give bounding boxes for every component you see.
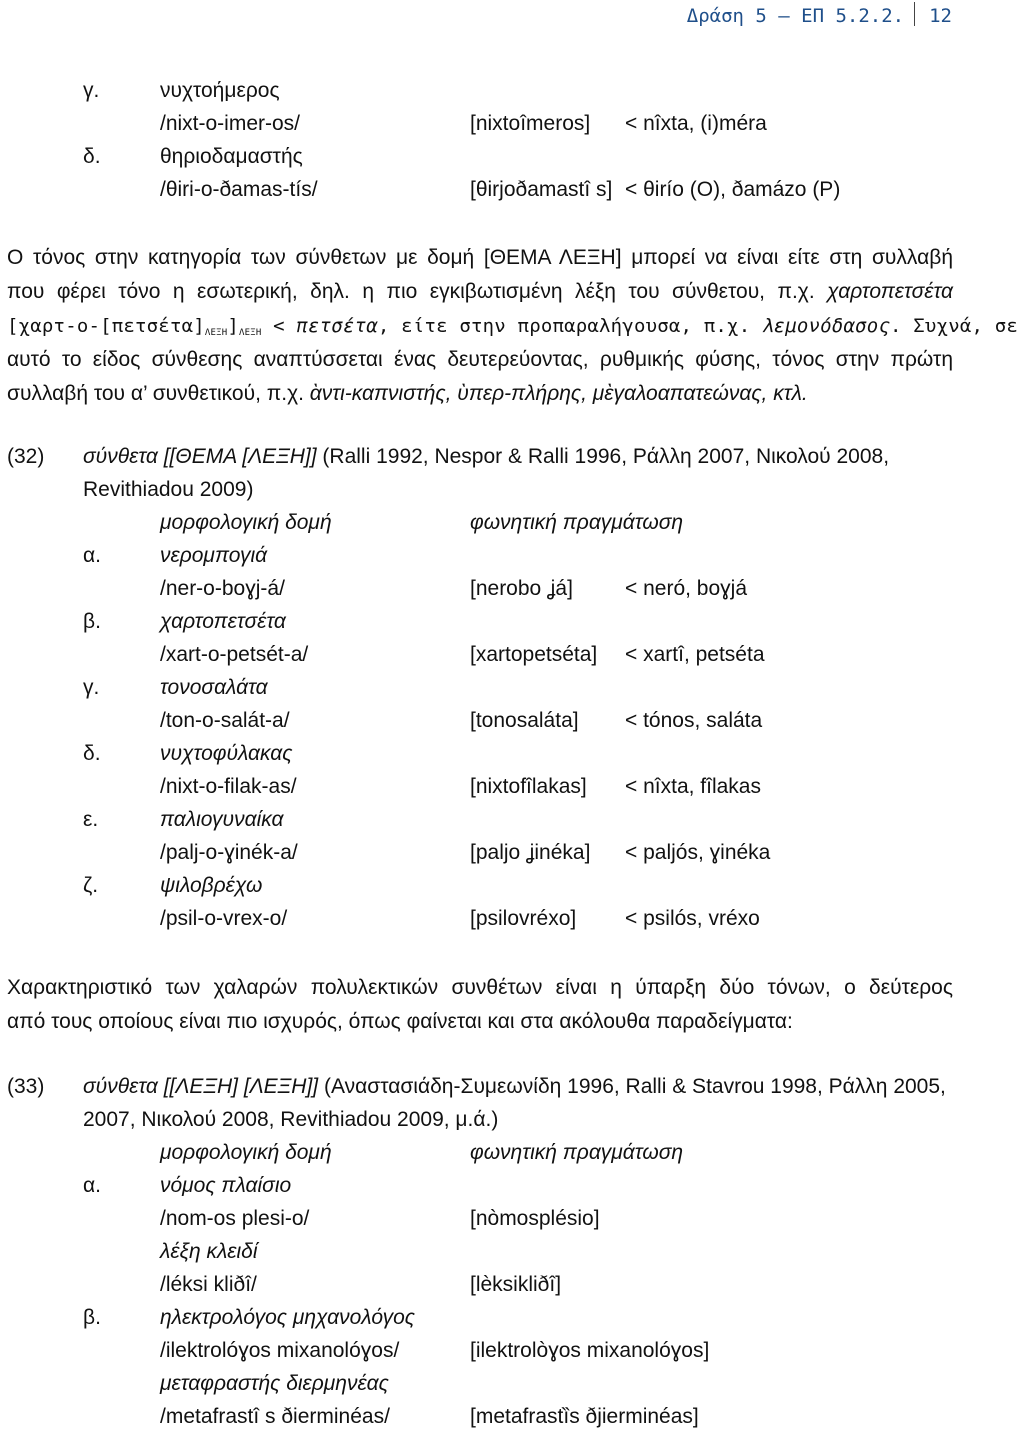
item-word: μεταφραστής διερμηνέας — [160, 1372, 389, 1395]
item-morph: /metafrastî s ðierminéas/ — [160, 1405, 390, 1428]
intro-refs: (Ralli 1992, Nespor & Ralli 1996, Ράλλη 2007, Νικολού 2008, — [316, 445, 890, 468]
example-word: λεμονόδασος — [761, 315, 891, 337]
item-label: β. — [83, 610, 101, 633]
item-phon: [paljo ʝinéka] — [470, 841, 591, 864]
item-morph: /nixt-o-imer-os/ — [160, 112, 301, 135]
example-32-form-row — [0, 573, 960, 605]
text: ] — [227, 315, 239, 337]
page-header — [687, 2, 952, 27]
item-phon: [nerobo ʝá] — [470, 577, 573, 600]
example-33-word-row — [0, 1368, 960, 1400]
example-33-word-row — [0, 1236, 960, 1268]
item-morph: /xart-o-petsét-a/ — [160, 643, 309, 666]
text: [χαρτ-ο-[πετσέτα] — [7, 315, 205, 337]
example-33-word-row — [0, 1302, 960, 1334]
item-source: < neró, boɣjá — [625, 577, 748, 600]
example-33-intro — [0, 1071, 960, 1103]
paragraph-1-line-5 — [7, 377, 953, 411]
item-morph: /θiri-o-ðamas-tís/ — [160, 178, 318, 201]
item-phon: [lèksikliðî] — [470, 1273, 562, 1296]
column-header-phon: φωνητική πραγμάτωση — [470, 1141, 684, 1164]
item-phon: [nixtofîlakas] — [470, 775, 587, 798]
item-phon: [tonosaláta] — [470, 709, 579, 732]
item-morph: /psil-o-vrex-o/ — [160, 907, 288, 930]
text: συλλαβή του α’ συνθετικού, π.χ. — [7, 382, 310, 405]
item-source: < xartî, petséta — [625, 643, 765, 666]
example-32-column-headers — [0, 507, 960, 539]
example-32-word-row — [0, 606, 960, 638]
header-divider — [914, 2, 915, 26]
item-label: ζ. — [83, 874, 99, 897]
example-32-form-row — [0, 705, 960, 737]
top-item-g-word-row — [0, 75, 960, 107]
item-source: < nîxta, fîlakas — [625, 775, 761, 798]
item-label: γ. — [83, 676, 100, 699]
example-33-intro-line-2 — [0, 1104, 960, 1136]
item-word: τονοσαλάτα — [160, 676, 268, 699]
example-32-word-row — [0, 738, 960, 770]
subscript: ΛΕΞΗ — [204, 328, 228, 338]
column-header-morph: μορφολογική δομή — [160, 511, 332, 534]
item-label: ε. — [83, 808, 99, 831]
example-word: χαρτοπετσέτα — [827, 280, 953, 303]
item-word: λέξη κλειδί — [160, 1240, 258, 1263]
item-label: α. — [83, 1174, 101, 1197]
example-32-word-row — [0, 804, 960, 836]
item-morph: /ilektrolóɣos mixanolóɣos/ — [160, 1339, 400, 1362]
item-phon: [nòmosplésio] — [470, 1207, 600, 1230]
example-32-word-row — [0, 870, 960, 902]
paragraph-1-line-1: Ο τόνος στην κατηγορία των σύνθετων με δομή [ΘΕΜΑ ΛΕΞΗ] μπορεί να είναι είτε στη συλλαβή — [7, 246, 953, 269]
intro-refs: (Αναστασιάδη-Συμεωνίδη 1996, Ralli & Stavrou 1998, Ράλλη 2005, — [318, 1075, 946, 1098]
header-title: Δράση 5 – ΕΠ 5.2.2. — [686, 5, 905, 27]
example-32-word-row — [0, 540, 960, 572]
paragraph-1-line-4: αυτό το είδος σύνθεσης αναπτύσσεται ένας δευτερεύοντας, ρυθμικής φύσης, τόνος στην πρώτη — [7, 348, 953, 371]
example-33-column-headers — [0, 1137, 960, 1169]
example-word: πετσέτα — [296, 315, 378, 337]
intro-refs: Revithiadou 2009) — [83, 478, 254, 501]
item-phon: [metafrastȉs ðjierminéas] — [470, 1405, 699, 1428]
top-item-g-form-row — [0, 108, 960, 140]
item-label: α. — [83, 544, 101, 567]
item-morph: /ton-o-salát-a/ — [160, 709, 290, 732]
item-label: δ. — [83, 742, 101, 765]
text: . Συχνά, σε — [890, 315, 1018, 337]
item-morph: /léksi kliðî/ — [160, 1273, 257, 1296]
top-item-d-form-row — [0, 174, 960, 206]
item-label: γ. — [83, 79, 100, 102]
example-words: ὰντι-καπνιστής, ὺπερ-πλήρης, μὲγαλοαπατεώνας, κτλ. — [309, 382, 808, 405]
item-word: παλιογυναίκα — [160, 808, 284, 831]
example-intro — [83, 1071, 946, 1103]
example-33-form-row — [0, 1335, 960, 1367]
item-phon: [ilektrolòɣos mixanolóɣos] — [470, 1339, 710, 1362]
item-morph: /nixt-o-filak-as/ — [160, 775, 297, 798]
item-label: β. — [83, 1306, 101, 1329]
item-word: θηριοδαμαστής — [160, 145, 303, 168]
item-source: < nîxta, (i)méra — [625, 112, 767, 135]
text: που φέρει τόνο η εσωτερική, δηλ. η πιο εγκιβωτισμένη λέξη του σύνθετου, π.χ. — [7, 280, 828, 303]
intro-title: σύνθετα [[ΛΕΞΗ] [ΛΕΞΗ]] — [83, 1075, 319, 1098]
text: , είτε στην προπαραλήγουσα, π.χ. — [377, 315, 762, 337]
example-33-word-row — [0, 1170, 960, 1202]
item-morph: /palj-o-ɣinék-a/ — [160, 841, 298, 864]
paragraph-1-line-2 — [7, 275, 953, 309]
item-word: χαρτοπετσέτα — [160, 610, 286, 633]
example-33-form-row — [0, 1269, 960, 1301]
item-source: < θirío (O), ðamázo (P) — [625, 178, 841, 201]
item-word: νόμος πλαίσιο — [160, 1174, 292, 1197]
item-word: νυχτοφύλακας — [160, 742, 293, 765]
item-phon: [nixtoîmeros] — [470, 112, 591, 135]
example-number: (33) — [7, 1075, 45, 1098]
page-number: 12 — [929, 5, 952, 27]
item-phon: [xartopetséta] — [470, 643, 598, 666]
intro-refs: 2007, Νικολού 2008, Revithiadou 2009, μ.ά.) — [83, 1108, 499, 1131]
example-32-intro — [0, 441, 960, 473]
example-33-form-row — [0, 1401, 960, 1433]
example-32-intro-line-2 — [0, 474, 960, 506]
example-33-form-row — [0, 1203, 960, 1235]
item-morph: /nom-os plesi-o/ — [160, 1207, 310, 1230]
item-phon: [θirjoðamastî s] — [470, 178, 613, 201]
example-32-form-row — [0, 771, 960, 803]
column-header-phon: φωνητική πραγμάτωση — [470, 511, 684, 534]
column-header-morph: μορφολογική δομή — [160, 1141, 332, 1164]
paragraph-2-line-2: από τους οποίους είναι πιο ισχυρός, όπως φαίνεται και στα ακόλουθα παραδείγματα: — [7, 1010, 793, 1033]
item-source: < tónos, saláta — [625, 709, 763, 732]
item-word: ψιλοβρέχω — [160, 874, 263, 897]
example-32-form-row — [0, 837, 960, 869]
example-number: (32) — [7, 445, 45, 468]
item-label: δ. — [83, 145, 101, 168]
item-phon: [psilovréxo] — [470, 907, 577, 930]
example-32-form-row — [0, 639, 960, 671]
item-word: ηλεκτρολόγος μηχανολόγος — [160, 1306, 416, 1329]
example-intro — [83, 441, 889, 473]
example-32-form-row — [0, 903, 960, 935]
item-morph: /ner-o-boɣj-á/ — [160, 577, 285, 600]
subscript: ΛΕΞΗ — [239, 328, 262, 338]
top-item-d-word-row — [0, 141, 960, 173]
paragraph-2-line-1: Χαρακτηριστικό των χαλαρών πολυλεκτικών συνθέτων είναι η ύπαρξη δύο τόνων, ο δεύτερος — [7, 976, 953, 999]
item-word: νερομπογιά — [160, 544, 268, 567]
text: < — [261, 315, 297, 337]
item-word: νυχτοήμερος — [160, 79, 280, 102]
intro-title: σύνθετα [[ΘΕΜΑ [ΛΕΞΗ]] — [83, 445, 317, 468]
example-32-word-row — [0, 672, 960, 704]
item-source: < paljós, ɣinéka — [625, 841, 771, 864]
item-source: < psilós, vréxo — [625, 907, 760, 930]
